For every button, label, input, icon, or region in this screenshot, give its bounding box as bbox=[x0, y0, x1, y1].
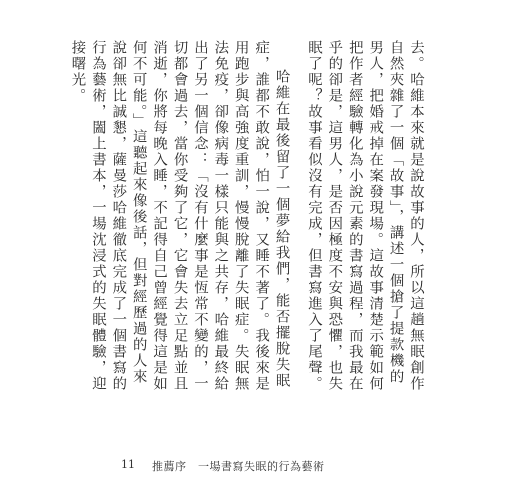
paragraph-1: 去。哈維本來就是說故事的人，所以這趟無眠創作自然夾雜了一個「故事」，講述一個搶了提款機的男人，把婚戒掉在案發現場。這故事清楚示範如何把作者經驗轉化為小說元素的書寫過程，而我最在乎的卻是，這男人，是否因極度不安與恐懼，也失眠了呢？故事看似沒有完成，但書寫進入了尾聲。 bbox=[305, 40, 424, 392]
paragraph-2: 哈維在最後留了一個夢給我們，能否擺脫失眠症，誰都不敢說，怕一說，又睡不著了。我後來是用跑步與高強度重訓，慢慢脫離了失眠症。失眠無法免疫，卻像病毒一樣只能與之共存，哈維最終給出了另一個信念：「沒有什麼事是恆常不變的，一切都會過去，當你受夠了它，它會失去立足點並且消逝，你將每晚入睡，不記得自己曾經覺得這是如何不可能。」這聽起來像後話，但對經歷過的人來說卻無比誠懇，薩曼莎哈維徹底完成了一個書寫的行為藝術，闔上書本，一場沈浸式的失眠體驗，迎接曙光。 bbox=[69, 40, 290, 392]
page-footer bbox=[0, 456, 520, 476]
vertical-body-text bbox=[69, 40, 426, 392]
page-number: 11 bbox=[121, 458, 135, 471]
running-title: 推薦序 一場書寫失眠的行為藝術 bbox=[152, 460, 325, 473]
